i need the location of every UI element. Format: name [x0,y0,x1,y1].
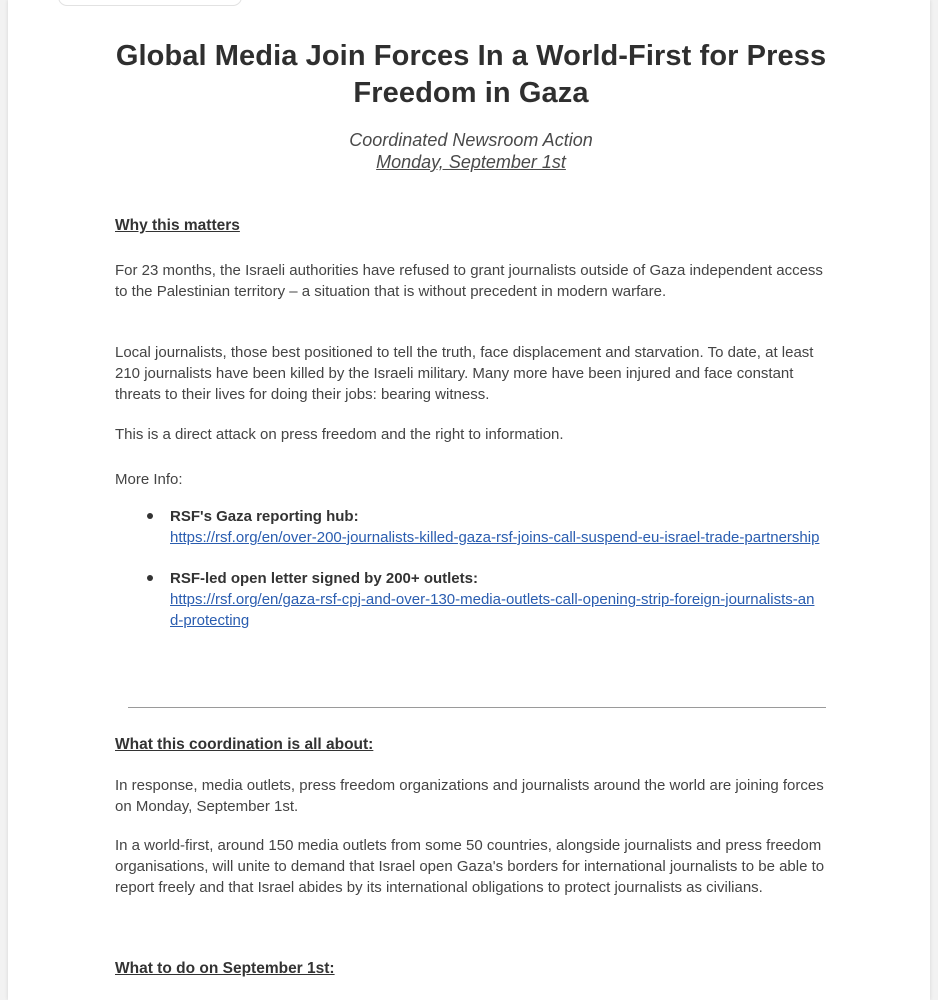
paragraph-why-1: For 23 months, the Israeli authorities have refused to grant journalists outside of Gaza independent access to the Palestinian territory – a situation that is without precedent in modern warfare. [115,262,823,300]
list-item [115,568,827,631]
bullet-dot-icon [147,513,153,519]
bullet-dot-icon [147,575,153,581]
heading-why-this-matters: Why this matters [115,217,240,234]
document-title: Global Media Join Forces In a World-First for Press Freedom in Gaza [115,40,827,109]
bullet-title: RSF-led open letter signed by 200+ outlets: [170,570,478,587]
heading-what-to-do: What to do on September 1st: [115,960,335,977]
subtitle: Coordinated Newsroom Action [349,130,593,150]
top-tab [58,0,242,6]
more-info-label: More Info: [115,471,183,488]
link-rsf-gaza-hub[interactable]: https://rsf.org/en/over-200-journalists-killed-gaza-rsf-joins-call-suspend-eu-israel-trade-partnership [170,529,820,546]
heading-coordination: What this coordination is all about: [115,736,374,753]
document-page [8,0,930,1000]
bullet-title: RSF's Gaza reporting hub: [170,508,359,525]
more-info-list [115,506,827,651]
paragraph-why-2: Local journalists, those best positioned to tell the truth, face displacement and starvation. To date, at least 210 journalists have been killed by the Israeli military. Many more have been injured and face constant threats to their lives for doing their jobs: bearing witness. [115,344,814,403]
list-item [115,506,827,548]
event-date: Monday, September 1st [376,152,566,172]
paragraph-why-3: This is a direct attack on press freedom and the right to information. [115,426,564,443]
divider [128,707,826,708]
paragraph-coordination-1: In response, media outlets, press freedom organizations and journalists around the world are joining forces on Monday, September 1st. [115,777,824,815]
link-rsf-open-letter[interactable]: https://rsf.org/en/gaza-rsf-cpj-and-over-130-media-outlets-call-opening-strip-foreign-journalists-and-protecting [170,591,815,629]
paragraph-coordination-2: In a world-first, around 150 media outlets from some 50 countries, alongside journalists and press freedom organisations, will unite to demand that Israel open Gaza's borders for international journalists to be able to report freely and that Israel abides by its international obligations to protect journalists as civilians. [115,837,825,896]
